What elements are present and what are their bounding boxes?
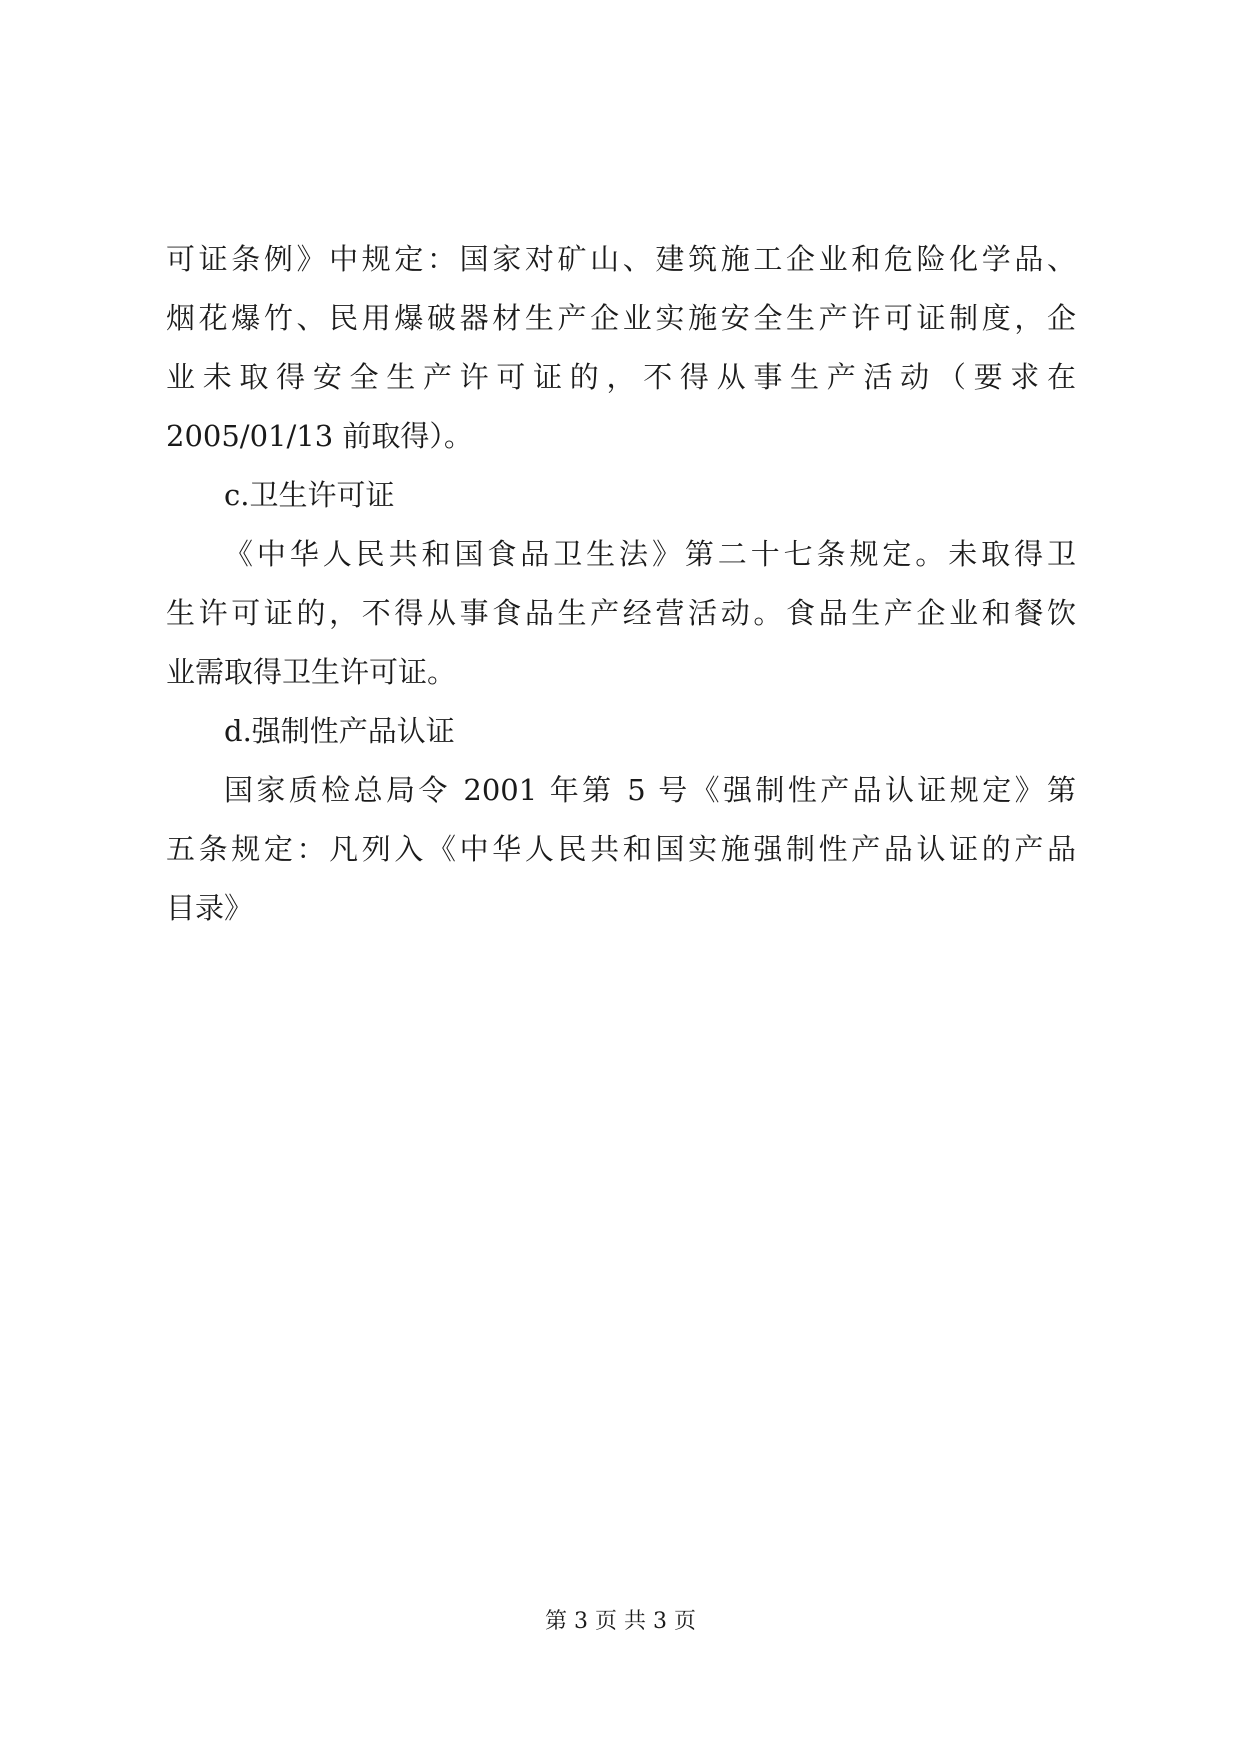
text-line: 业未取得安全生产许可证的，不得从事生产活动（要求在 — [166, 360, 1076, 394]
text-line: 目录》 — [166, 891, 254, 925]
page-number-label: 第 3 页 共 3 页 — [545, 1609, 696, 1634]
section-heading-d: d.强制性产品认证 — [224, 714, 455, 748]
text-line: 五条规定：凡列入《中华人民共和国实施强制性产品认证的产品 — [166, 832, 1076, 866]
text-line: 国家质检总局令 2001 年第 5 号《强制性产品认证规定》第 — [224, 773, 1076, 807]
text-line: 生许可证的，不得从事食品生产经营活动。食品生产企业和餐饮 — [166, 596, 1076, 630]
text-line: 烟花爆竹、民用爆破器材生产企业实施安全生产许可证制度，企 — [166, 301, 1076, 335]
document-body — [166, 230, 1076, 938]
text-line: 2005/01/13 前取得）。 — [166, 419, 473, 453]
text-line: 可证条例》中规定：国家对矿山、建筑施工企业和危险化学品、 — [166, 242, 1076, 276]
page-footer — [0, 1607, 1241, 1637]
text-line: 业需取得卫生许可证。 — [166, 655, 457, 689]
section-heading-c: c.卫生许可证 — [224, 478, 395, 512]
text-line: 《中华人民共和国食品卫生法》第二十七条规定。未取得卫 — [224, 537, 1076, 571]
